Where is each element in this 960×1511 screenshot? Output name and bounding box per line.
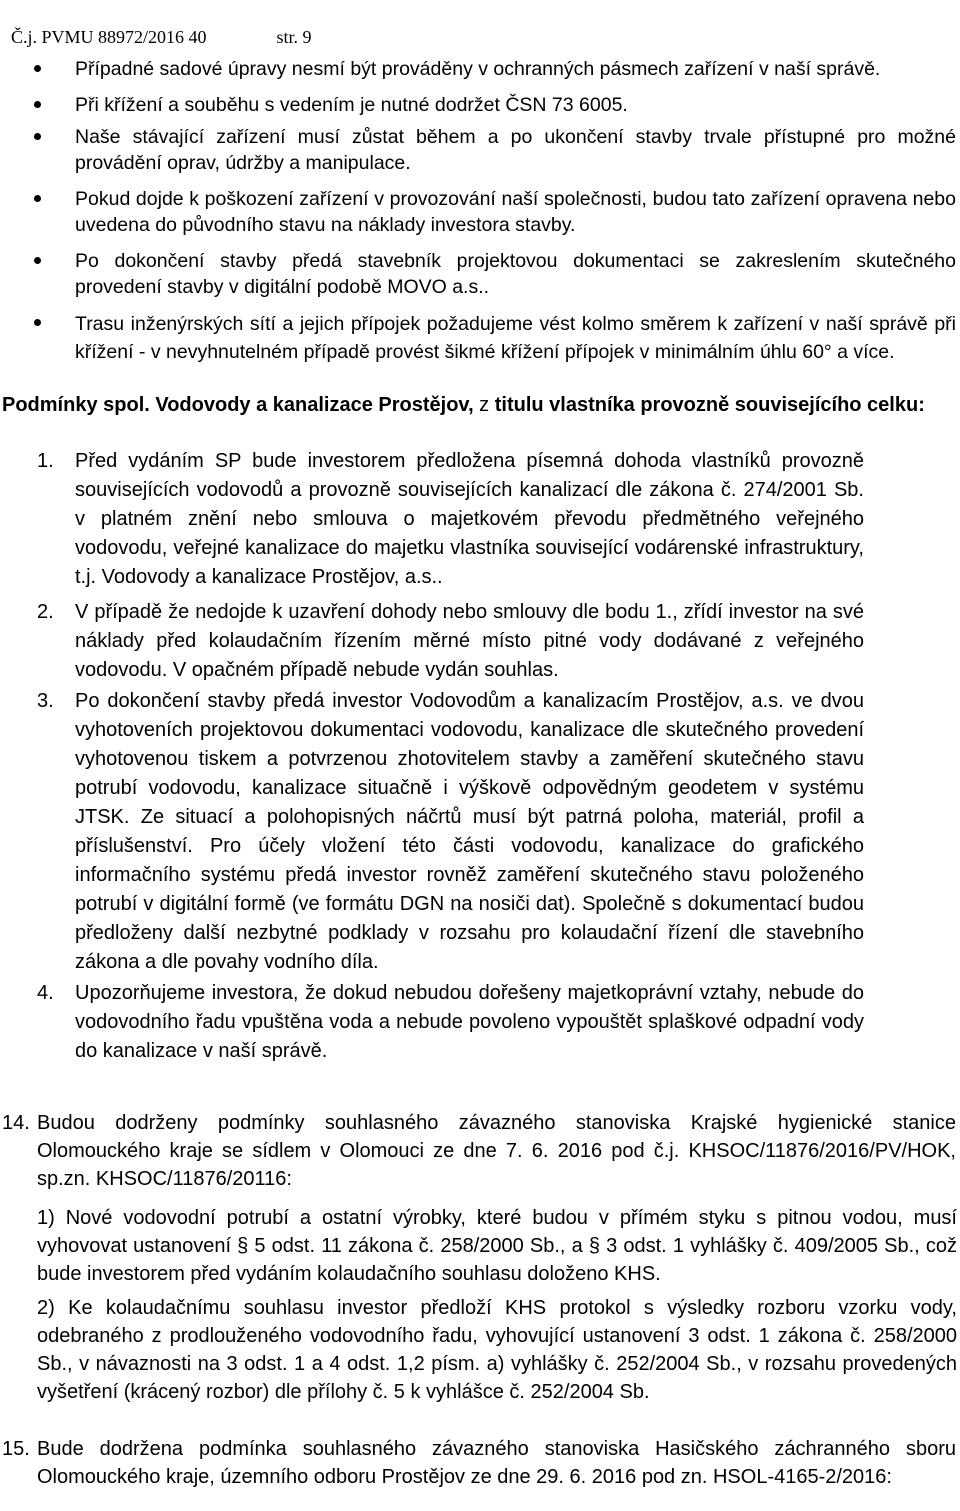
heading-part-1: Podmínky spol. Vodovody a kanalizace Prostějov, xyxy=(2,394,474,416)
conditions-list xyxy=(0,447,960,1066)
list-item xyxy=(0,979,960,1066)
list-item: Případné sadové úpravy nesmí být prováděny v ochranných pásmech zařízení v naší správě. xyxy=(0,56,960,82)
section-text: Bude dodržena podmínka souhlasného závazného stanoviska Hasičského záchranného sboru Olomouckého kraje, územního odboru Prostějov ze dne 29. 6. 2016 pod zn. HSOL-4165-2/2016: xyxy=(37,1438,956,1488)
item-text: Upozorňujeme investora, že dokud nebudou dořešeny majetkoprávní vztahy, nebude do vodovodního řadu vpuštěna voda a nebude povoleno vypouštět splaškové odpadní vody do kanalizace v naší správě. xyxy=(75,982,864,1062)
section-number: 15. xyxy=(2,1438,30,1460)
bullet-list xyxy=(0,56,960,376)
page-header xyxy=(2,6,312,48)
list-item xyxy=(0,447,960,592)
page-number: str. 9 xyxy=(276,27,312,47)
list-item xyxy=(0,598,960,685)
list-item: Naše stávající zařízení musí zůstat během a po ukončení stavby trvale přístupné pro možné provádění oprav, údržby a manipulace. xyxy=(0,124,960,176)
item-text: V případě že nedojde k uzavření dohody nebo smlouvy dle bodu 1., zřídí investor na své náklady před kolaudačním řízením měrné místo pitné vody dodávané z veřejného vodovodu. V opačném případě nebude vydán souhlas. xyxy=(75,601,864,681)
paragraph: 1) Nové vodovodní potrubí a ostatní výrobky, které budou v přímém styku s pitnou vodou, musí vyhovovat ustanovení § 5 odst. 11 zákona č. 258/2000 Sb., a § 3 odst. 1 vyhlášky č. 409/2005 Sb., což bude investorem před vydáním kolaudačního souhlasu doloženo KHS. xyxy=(37,1207,957,1285)
item-number: 1. xyxy=(37,450,54,472)
list-item xyxy=(0,687,960,977)
item-number: 3. xyxy=(37,690,54,712)
section-15 xyxy=(0,1435,960,1491)
item-number: 4. xyxy=(37,982,54,1004)
item-number: 2. xyxy=(37,601,54,623)
paragraph: 2) Ke kolaudačnímu souhlasu investor předloží KHS protokol s výsledky rozboru vzorku vody, odebraného z prodlouženého vodovodního řadu, vyhovující ustanovení 3 odst. 1 zákona č. 258/2000 Sb., v návaznosti na 3 odst. 1 a 4 odst. 1,2 písm. a) vyhlášky č. 252/2004 Sb., v rozsahu provedených vyšetření (krácený rozbor) dle přílohy č. 5 k vyhlášce č. 252/2004 Sb. xyxy=(37,1297,957,1403)
list-item: Po dokončení stavby předá stavebník projektovou dokumentaci se zakreslením skutečného provedení stavby v digitální podobě MOVO a.s.. xyxy=(0,248,960,300)
list-item: Při křížení a souběhu s vedením je nutné dodržet ČSN 73 6005. xyxy=(0,92,960,118)
section-text: Budou dodrženy podmínky souhlasného závazného stanoviska Krajské hygienické stanice Olomouckého kraje se sídlem v Olomouci ze dne 7. 6. 2016 pod č.j. KHSOC/11876/2016/PV/HOK, sp.zn. KHSOC/11876/20116: xyxy=(37,1112,956,1190)
document-reference: Č.j. PVMU 88972/2016 40 xyxy=(11,27,207,47)
list-item: Pokud dojde k poškození zařízení v provozování naší společnosti, budou tato zařízení opravena nebo uvedena do původního stavu na náklady investora stavby. xyxy=(0,186,960,238)
heading-part-3: titulu vlastníka provozně souvisejícího celku: xyxy=(494,394,925,416)
section-heading xyxy=(2,392,952,419)
item-text: Po dokončení stavby předá investor Vodovodům a kanalizacím Prostějov, a.s. ve dvou vyhotoveních projektovou dokumentaci vodovodu, kanalizace dle skutečného provedení vyhotovenou tiskem a potvrzenou zhotovitelem stavby a zaměření skutečného stavu potrubí vodovodu, kanalizace situačně i výškově odpovědným geodetem v systému JTSK. Ze situací a polohopisných náčrtů musí být patrná poloha, materiál, profil a příslušenství. Pro účely vložení této části vodovodu, kanalizace do grafického informačního systému předá investor rovněž zaměření skutečného stavu položeného potrubí v digitální formě (ve formátu DGN na nosiči dat). Společně s dokumentací budou předloženy další nezbytné podklady v rozsahu pro kolaudační řízení dle stavebního zákona a dle povahy vodního díla. xyxy=(75,690,864,973)
heading-part-2: z xyxy=(473,394,495,416)
section-14 xyxy=(0,1109,960,1193)
item-text: Před vydáním SP bude investorem předložena písemná dohoda vlastníků provozně souvisejících vodovodů a provozně souvisejících kanalizací dle zákona č. 274/2001 Sb. v platném znění nebo smlouva o majetkovém převodu předmětného veřejného vodovodu, veřejné kanalizace do majetku vlastníka související vodárenské infrastruktury, t.j. Vodovody a kanalizace Prostějov, a.s.. xyxy=(75,450,864,588)
list-item: Trasu inženýrských sítí a jejich přípojek požadujeme vést kolmo směrem k zařízení v naší správě při křížení - v nevyhnutelném případě provést šikmé křížení přípojek v minimálním úhlu 60° a více. xyxy=(0,310,960,366)
section-number: 14. xyxy=(2,1112,30,1134)
